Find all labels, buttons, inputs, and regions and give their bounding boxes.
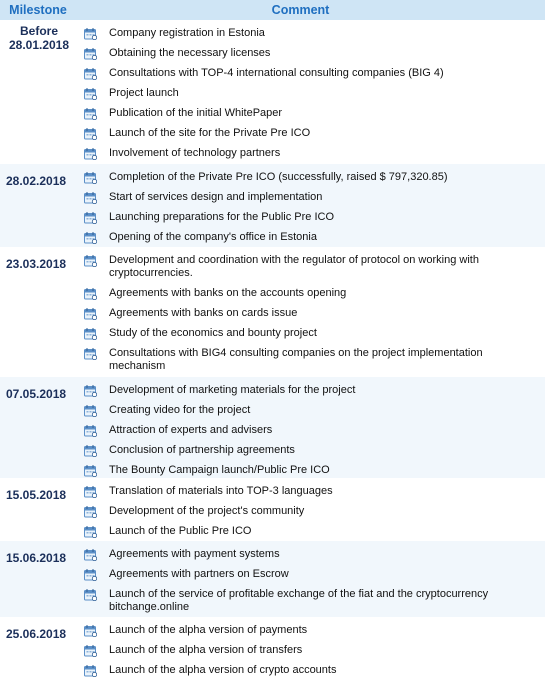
calendar-icon [84, 384, 97, 396]
calendar-icon [84, 191, 97, 203]
calendar-icon [84, 147, 97, 159]
calendar-icon [84, 624, 97, 636]
milestone-date: 25.06.2018 [6, 627, 67, 641]
item-text: Development and coordination with the regulator of protocol on working with cryptocurrencies. [109, 254, 479, 279]
milestone-date: 23.03.2018 [6, 257, 67, 271]
milestone-date: 28.02.2018 [6, 174, 67, 188]
list-item [0, 565, 545, 585]
item-text: Launch of the alpha version of payments [109, 624, 308, 636]
calendar-icon [84, 444, 97, 456]
list-item [0, 344, 545, 377]
calendar-icon [84, 347, 97, 359]
list-item [0, 324, 545, 344]
item-text: Obtaining the necessary licenses [109, 47, 271, 59]
list-item [0, 284, 545, 304]
list-item [0, 441, 545, 461]
table-header [0, 0, 545, 20]
list-item [0, 545, 545, 565]
calendar-icon [84, 664, 97, 676]
milestone-group [0, 541, 545, 617]
calendar-icon [84, 254, 97, 266]
calendar-icon [84, 67, 97, 79]
calendar-icon [84, 307, 97, 319]
milestone-group [0, 617, 545, 686]
list-item [0, 661, 545, 681]
item-text: Agreements with partners on Escrow [109, 568, 289, 580]
calendar-icon [84, 424, 97, 436]
item-text: Launch of the site for the Private Pre ICO [109, 127, 311, 139]
calendar-icon [84, 485, 97, 497]
milestone-date: 07.05.2018 [6, 387, 67, 401]
milestone-group [0, 164, 545, 247]
list-item [0, 502, 545, 522]
item-text: Start of services design and implementation [109, 191, 323, 203]
calendar-icon [84, 505, 97, 517]
calendar-icon [84, 464, 97, 476]
list-item [0, 84, 545, 104]
item-text: Study of the economics and bounty project [109, 327, 317, 339]
milestone-date: 15.05.2018 [6, 488, 67, 502]
roadmap-table [0, 20, 545, 686]
milestone-date: Before 28.01.2018 [8, 24, 70, 52]
calendar-icon [84, 231, 97, 243]
item-text: Launch of the alpha version of transfers [109, 644, 303, 656]
calendar-icon [84, 211, 97, 223]
milestone-group [0, 247, 545, 377]
list-item [0, 168, 545, 188]
calendar-icon [84, 327, 97, 339]
list-item [0, 421, 545, 441]
item-text: Launch of the Public Pre ICO [109, 525, 252, 537]
list-item [0, 104, 545, 124]
item-text: Translation of materials into TOP-3 languages [109, 485, 333, 497]
milestone-column-header: Milestone [9, 3, 67, 17]
item-text: Involvement of technology partners [109, 147, 281, 159]
list-item [0, 64, 545, 84]
item-text: Project launch [109, 87, 179, 99]
item-text: Launch of the alpha version of crypto accounts [109, 664, 337, 676]
calendar-icon [84, 548, 97, 560]
milestone-group [0, 20, 545, 164]
item-text: Agreements with banks on cards issue [109, 307, 298, 319]
calendar-icon [84, 287, 97, 299]
item-text: Launching preparations for the Public Pre ICO [109, 211, 335, 223]
calendar-icon [84, 27, 97, 39]
item-text: Conclusion of partnership agreements [109, 444, 295, 456]
milestone-date: 15.06.2018 [6, 551, 67, 565]
milestone-group [0, 377, 545, 478]
calendar-icon [84, 127, 97, 139]
calendar-icon [84, 644, 97, 656]
list-item [0, 482, 545, 502]
calendar-icon [84, 404, 97, 416]
comment-column-header: Comment [271, 3, 330, 17]
list-item [0, 208, 545, 228]
item-text: Consultations with TOP-4 international consulting companies (BIG 4) [109, 67, 444, 79]
calendar-icon [84, 171, 97, 183]
item-text: Attraction of experts and advisers [109, 424, 273, 436]
list-item [0, 621, 545, 641]
item-text: Development of marketing materials for the project [109, 384, 356, 396]
list-item [0, 251, 545, 284]
item-text: Completion of the Private Pre ICO (successfully, raised $ 797,320.85) [109, 171, 448, 183]
list-item [0, 401, 545, 421]
list-item [0, 641, 545, 661]
item-text: Development of the project's community [109, 505, 305, 517]
list-item [0, 381, 545, 401]
calendar-icon [84, 568, 97, 580]
calendar-icon [84, 47, 97, 59]
calendar-icon [84, 107, 97, 119]
item-text: Consultations with BIG4 consulting companies on the project implementation mechanism [109, 347, 483, 372]
item-text: Agreements with payment systems [109, 548, 280, 560]
item-text: The Bounty Campaign launch/Public Pre ICO [109, 464, 330, 476]
calendar-icon [84, 588, 97, 600]
item-text: Launch of the service of profitable exchange of the fiat and the cryptocurrency bitchange.online [109, 588, 489, 613]
list-item [0, 44, 545, 64]
list-item [0, 24, 545, 44]
item-text: Creating video for the project [109, 404, 251, 416]
item-text: Publication of the initial WhitePaper [109, 107, 283, 119]
list-item [0, 144, 545, 164]
list-item [0, 522, 545, 542]
list-item [0, 124, 545, 144]
calendar-icon [84, 525, 97, 537]
item-text: Opening of the company's office in Estonia [109, 231, 317, 243]
milestone-group [0, 478, 545, 541]
item-text: Company registration in Estonia [109, 27, 265, 39]
list-item [0, 304, 545, 324]
list-item [0, 585, 545, 618]
list-item [0, 188, 545, 208]
item-text: Agreements with banks on the accounts opening [109, 287, 347, 299]
calendar-icon [84, 87, 97, 99]
list-item [0, 228, 545, 248]
